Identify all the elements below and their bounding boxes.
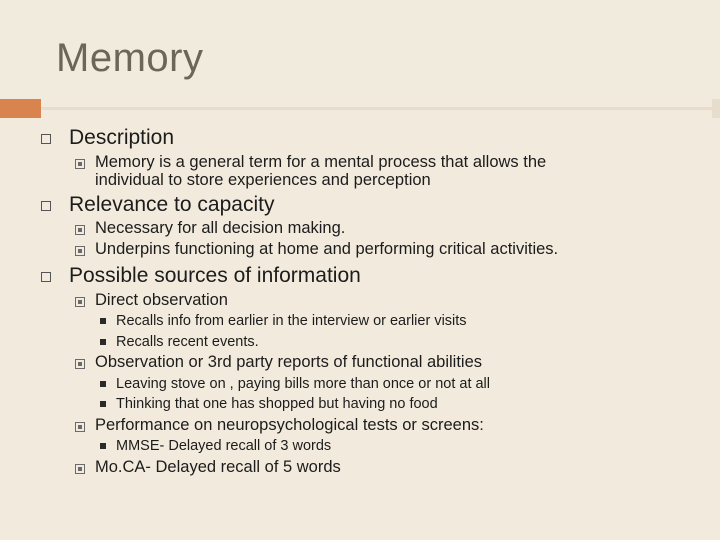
relevance-item-2: Underpins functioning at home and performing critical activities. xyxy=(95,240,559,258)
section-heading-sources: Possible sources of information xyxy=(69,264,361,287)
square-bullet-icon xyxy=(75,422,85,432)
divider-rule xyxy=(41,107,712,110)
section-heading-relevance: Relevance to capacity xyxy=(69,193,275,216)
accent-bar xyxy=(0,99,41,118)
square-bullet-icon xyxy=(75,297,85,307)
square-bullet-icon xyxy=(75,359,85,369)
functional-sub-2: Thinking that one has shopped but having no food xyxy=(116,396,438,412)
slide-title: Memory xyxy=(56,36,204,80)
functional-sub-1: Leaving stove on , paying bills more than once or not at all xyxy=(116,376,491,392)
direct-observation-sub-2: Recalls recent events. xyxy=(116,334,259,350)
square-bullet-icon xyxy=(75,225,85,235)
square-bullet-icon xyxy=(75,464,85,474)
square-bullet-icon xyxy=(75,159,85,169)
source-neuropsych-tests: Performance on neuropsychological tests or screens: xyxy=(95,416,484,434)
square-bullet-icon xyxy=(41,134,51,144)
relevance-item-1: Necessary for all decision making. xyxy=(95,219,346,237)
square-bullet-icon xyxy=(75,246,85,256)
square-bullet-icon xyxy=(41,272,51,282)
filled-bullet-icon xyxy=(100,443,106,449)
direct-observation-sub-1: Recalls info from earlier in the interview or earlier visits xyxy=(116,313,467,329)
source-direct-observation: Direct observation xyxy=(95,291,228,309)
square-bullet-icon xyxy=(41,201,51,211)
description-text-line-2: individual to store experiences and perception xyxy=(95,171,431,189)
filled-bullet-icon xyxy=(100,318,106,324)
filled-bullet-icon xyxy=(100,381,106,387)
source-functional-abilities: Observation or 3rd party reports of functional abilities xyxy=(95,353,483,371)
description-text-line-1: Memory is a general term for a mental process that allows the xyxy=(95,153,547,171)
section-heading-description: Description xyxy=(69,126,175,149)
divider-rule-end xyxy=(712,99,720,118)
source-moca: Mo.CA- Delayed recall of 5 words xyxy=(95,458,341,476)
neuropsych-sub-1: MMSE- Delayed recall of 3 words xyxy=(116,438,332,454)
filled-bullet-icon xyxy=(100,401,106,407)
filled-bullet-icon xyxy=(100,339,106,345)
